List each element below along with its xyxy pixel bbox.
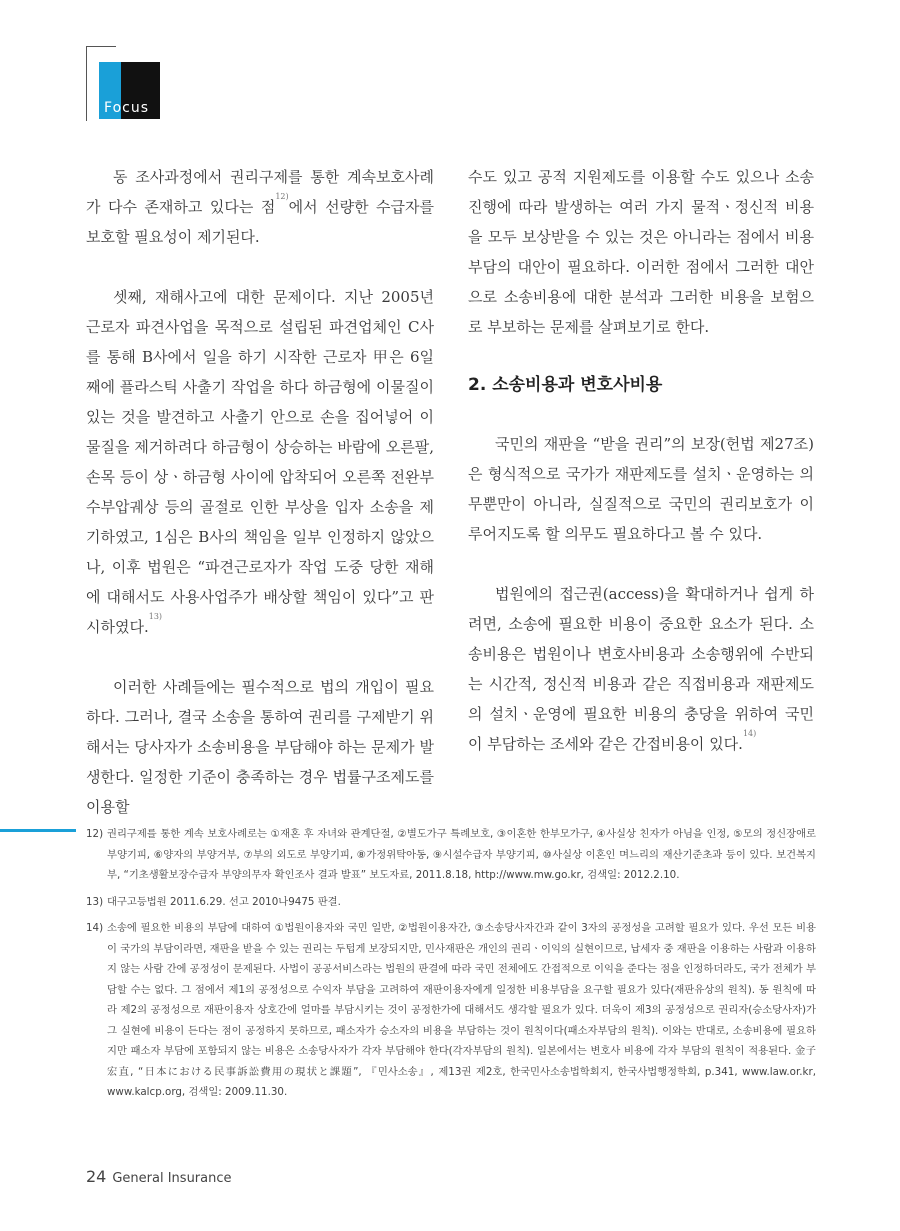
footnotes bbox=[86, 824, 816, 1109]
footnote-13: 13) 대구고등법원 2011.6.29. 선고 2010나9475 판결. bbox=[86, 895, 341, 908]
footnote-14: 14) 소송에 필요한 비용의 부담에 대하여 ①법원이용자와 국민 일반, ②법원이용자간, ③소송당사자간과 같이 3자의 공정성을 고려할 필요가 있다. 우선 모든 비용이 국가의 부담이라면, 재판을 받을 수 있는 권리는 두텁게 보장되지만, 민사재판은 개인의 권리ㆍ이익의 실현이므로, 납세자 중 재판을 이용하는 사람과 이용하지 않는 사람 간에 공정성이 문제된다. 사법이 공공서비스라는 법원의 판결에 따라 국민 전체에도 간접적으로 이익을 준다는 점을 인정하더라도, 국가 전체가 부담할 수는 없다. 그 점에서 제1의 공정성으로 수익자 부담을 고려하여 재판이용자에게 일정한 비용부담을 요구할 필요가 있다(재판유상의 원칙). 동 원칙에 따라 제2의 공정성으로 재판이용자 상호간에 얼마를 부담시키는 것이 공정한가에 대해서도 생각할 필요가 있다. 더욱이 제3의 공정성으로 권리자(승소당사자)가 그 실현에 비용이 든다는 점이 공정하지 못하므로, 패소자가 승소자의 비용을 부담하는 것이 원칙이다(패소자부담의 원칙). 이와는 반대로, 소송비용에 필요하지만 패소자 부담에 포함되지 않는 비용은 소송당사자가 각자 부담해야 한다(각자부담의 원칙). 일본에서는 변호사 비용에 각자 부담의 원칙이 적용된다. 金子宏直, “日本における民事訴訟費用の現状と課題”, 『민사소송』, 제13권 제2호, 한국민사소송법학회지, 한국사법행정학회, p.341, www.law.or.kr, www.kalcp.org, 검색일: 2009.11.30. bbox=[86, 922, 816, 1098]
paragraph: 셋째, 재해사고에 대한 문제이다. 지난 2005년 근로자 파견사업을 목적으로 설립된 파견업체인 C사를 통해 B사에서 일을 하기 시작한 근로자 甲은 6일째에 플라스틱 사출기 작업을 하다 하금형에 이물질이 있는 것을 발견하고 사출기 안으로 손을 집어넣어 이물질을 제거하려다 하금형이 상승하는 바람에 오른팔, 손목 등이 상ㆍ하금형 사이에 압착되어 오른쪽 전완부 수부압궤상 등의 골절로 인한 부상을 입자 소송을 제기하였고, 1심은 B사의 책임을 일부 인정하지 않았으나, 이후 법원은 “파견근로자가 작업 도중 당한 재해에 대해서도 사용사업주가 배상할 책임이 있다”고 판시하였다.$^{13)}$ bbox=[86, 288, 434, 636]
footnote-ref[interactable]: 12) bbox=[275, 192, 289, 201]
logo-frame-top bbox=[86, 46, 116, 47]
magazine-name: General Insurance bbox=[112, 1171, 232, 1186]
focus-logo-text: Focus bbox=[104, 100, 149, 116]
paragraph: 동 조사과정에서 권리구제를 통한 계속보호사례가 다수 존재하고 있다는 점$^{12)}$에서 선량한 수급자를 보호할 필요성이 제기된다. bbox=[86, 168, 434, 246]
paragraph: 법원에의 접근권(access)을 확대하거나 쉽게 하려면, 소송에 필요한 비용이 중요한 요소가 된다. 소송비용은 법원이나 변호사비용과 소송행위에 수반되는 시간적, 정신적 비용과 같은 직접비용과 재판제도의 설치ㆍ운영에 필요한 비용의 충당을 위하여 국민이 부담하는 조세와 같은 간접비용이 있다.$^{14)}$ bbox=[468, 585, 814, 753]
footnote-ref[interactable]: 14) bbox=[742, 729, 757, 738]
left-column bbox=[86, 162, 434, 852]
section-heading: 2. 소송비용과 변호사비용 bbox=[468, 375, 663, 395]
paragraph: 이러한 사례들에는 필수적으로 법의 개입이 필요하다. 그러나, 결국 소송을 통하여 권리를 구제받기 위해서는 당사자가 소송비용을 부담해야 하는 문제가 발생한다. 일정한 기준이 충족하는 경우 법률구조제도를 이용할 bbox=[86, 678, 434, 816]
footnote-ref[interactable]: 13) bbox=[148, 612, 163, 621]
footnote-12: 12) 권리구제를 통한 계속 보호사례로는 ①재혼 후 자녀와 관계단절, ②별도가구 특례보호, ③이혼한 한부모가구, ④사실상 친자가 아님을 인정, ⑤모의 정신장애로 부양기피, ⑥양자의 부양거부, ⑦부의 외도로 부양기피, ⑧가정위탁아동, ⑨시설수급자 부양기피, ⑩사실상 이혼인 며느리의 재산기준초과 등이 있다. 보건복지부, “기초생활보장수급자 부양의무자 확인조사 결과 발표” 보도자료, 2011.8.18, http://www.mw.go.kr, 검색일: 2012.2.10. bbox=[86, 828, 816, 881]
page-footer bbox=[86, 1167, 232, 1186]
right-column bbox=[468, 162, 814, 789]
logo-frame-left bbox=[86, 46, 87, 121]
paragraph: 국민의 재판을 “받을 권리”의 보장(헌법 제27조)은 형식적으로 국가가 재판제도를 설치ㆍ운영하는 의무뿐만이 아니라, 실질적으로 국민의 권리보호가 이루어지도록 할 의무도 필요하다고 볼 수 있다. bbox=[468, 435, 814, 543]
footnote-divider bbox=[0, 829, 76, 832]
paragraph: 수도 있고 공적 지원제도를 이용할 수도 있으나 소송진행에 따라 발생하는 여러 가지 물적ㆍ정신적 비용을 모두 보상받을 수 있는 것은 아니라는 점에서 비용부담의 대안이 필요하다. 이러한 점에서 그러한 대안으로 소송비용에 대한 분석과 그러한 비용을 보험으로 부보하는 문제를 살펴보기로 한다. bbox=[468, 168, 814, 336]
page-number: 24 bbox=[86, 1167, 107, 1186]
